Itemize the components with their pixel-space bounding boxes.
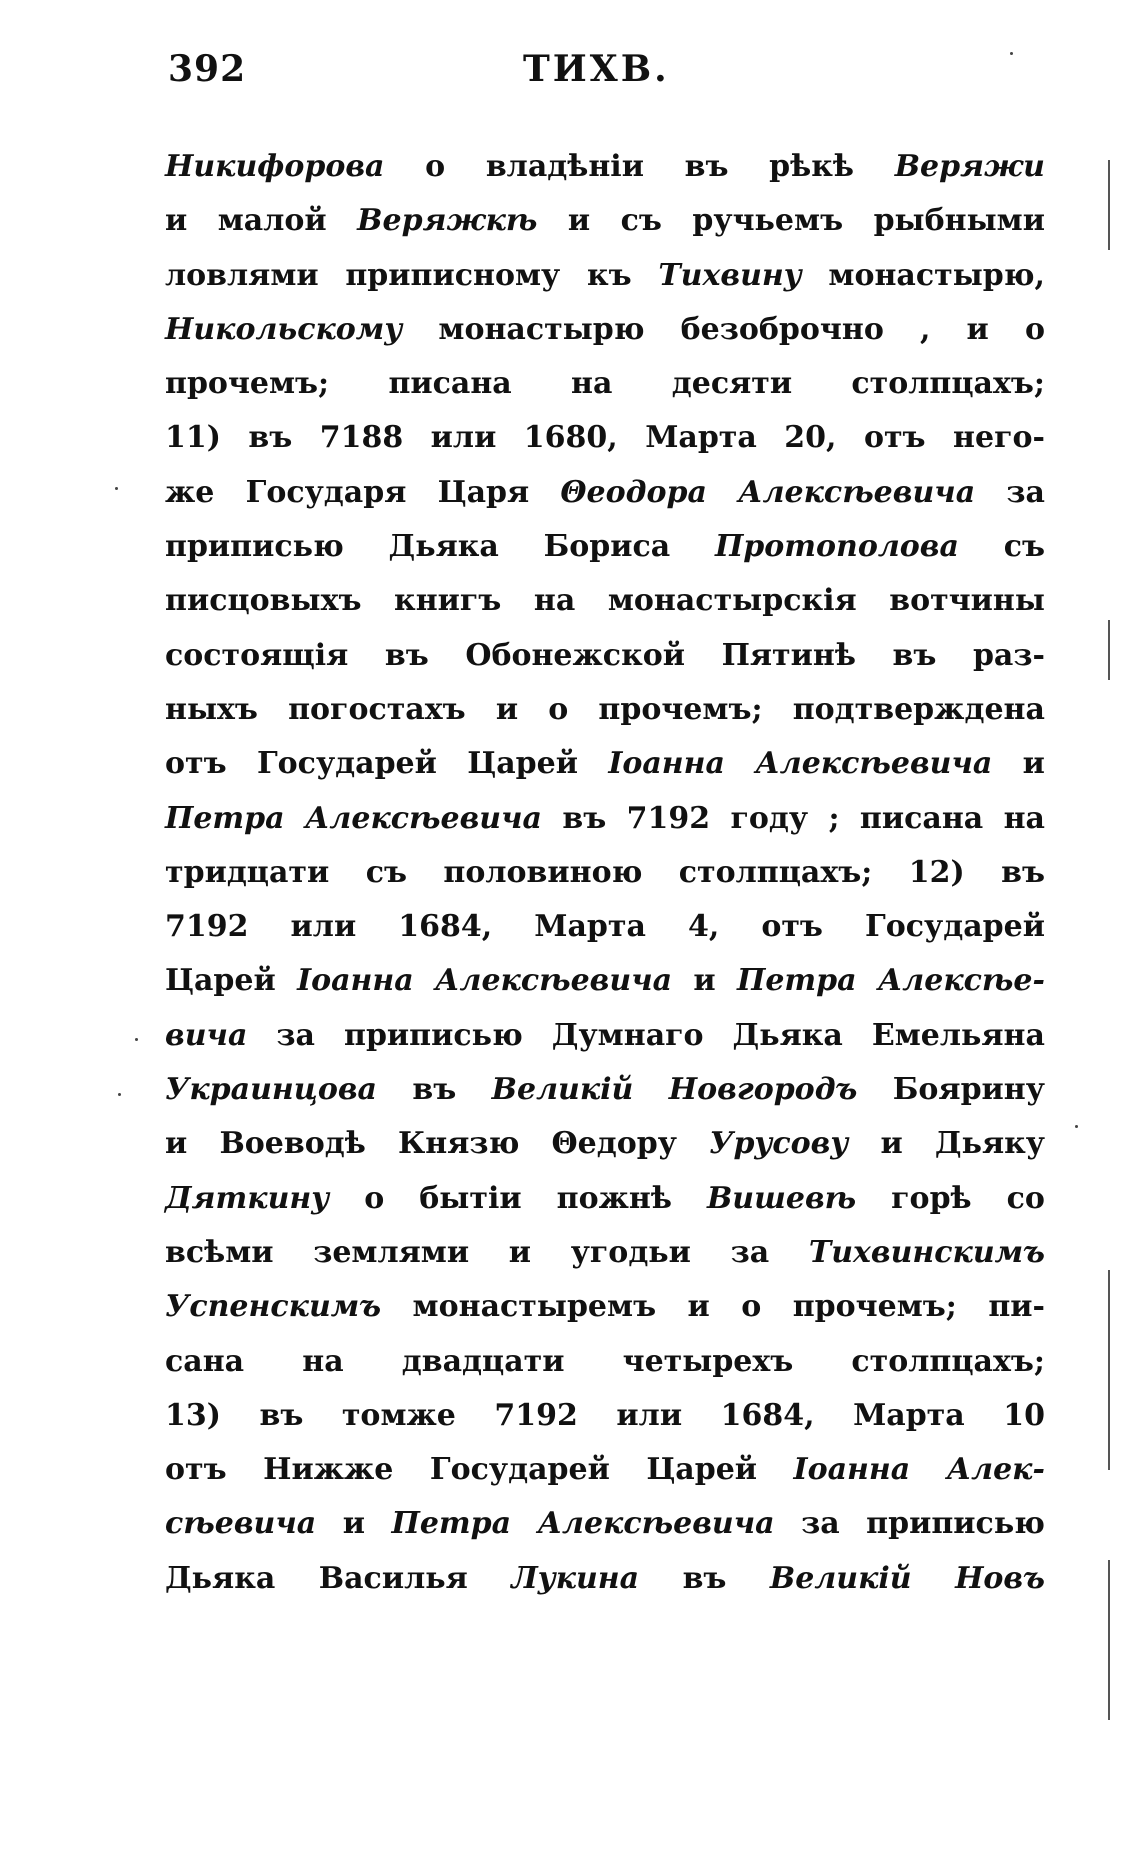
- text-line: [165, 574, 1045, 628]
- word: малой: [217, 203, 327, 239]
- print-speck: [118, 1093, 121, 1096]
- word: отъ: [165, 746, 227, 782]
- text-line: [165, 629, 1045, 683]
- word: рѣкѣ: [769, 149, 855, 184]
- word: отъ: [165, 1452, 227, 1488]
- word: въ: [682, 1560, 727, 1596]
- word: и: [687, 1289, 710, 1325]
- italic-word: Іоанна: [297, 963, 414, 999]
- italic-word: Θеодора: [560, 474, 707, 510]
- word: Царя: [437, 474, 530, 510]
- word: отъ: [863, 420, 926, 456]
- word: Государя: [245, 474, 407, 510]
- print-speck: [115, 487, 118, 490]
- word: безоброчно: [680, 311, 884, 347]
- italic-word: Алексѣевича: [304, 800, 542, 836]
- word: о: [425, 149, 446, 184]
- page-header: [168, 48, 1038, 98]
- word: 7188: [319, 420, 404, 456]
- word: въ: [684, 149, 729, 184]
- italic-word: Вишевѣ: [706, 1180, 857, 1216]
- word: и: [508, 1234, 532, 1270]
- word: погостахъ: [288, 691, 466, 727]
- text-line: [165, 846, 1045, 900]
- italic-word: Алексѣе-: [877, 963, 1045, 999]
- word: съ: [1003, 529, 1045, 565]
- word: съ: [365, 854, 407, 890]
- italic-word: Протополова: [714, 529, 959, 565]
- italic-word: Урусову: [709, 1126, 849, 1162]
- word: Государей: [429, 1452, 610, 1488]
- italic-word: Веряжкѣ: [357, 203, 538, 239]
- word: столпцахъ;: [851, 366, 1045, 402]
- italic-word: Тихвинскимъ: [808, 1234, 1045, 1270]
- word: и: [567, 203, 591, 239]
- word: Пятинѣ: [721, 637, 856, 673]
- word: на: [1003, 800, 1045, 836]
- text-line: [165, 1443, 1045, 1497]
- text-line: [165, 1117, 1045, 1171]
- word: пи-: [988, 1289, 1045, 1325]
- word: горѣ: [891, 1180, 972, 1216]
- text-line: [165, 1497, 1045, 1551]
- italic-word: Веряжи: [894, 149, 1045, 184]
- page-number: 392: [168, 48, 247, 90]
- word: въ: [892, 637, 937, 673]
- word: пожнѣ: [556, 1180, 672, 1216]
- word: 1684,: [720, 1397, 815, 1433]
- word: со: [1006, 1180, 1045, 1216]
- text-line: [165, 249, 1045, 303]
- word: Нижже: [263, 1452, 394, 1488]
- word: въ: [384, 637, 429, 673]
- word: Θедору: [551, 1126, 677, 1162]
- word: и: [342, 1506, 365, 1542]
- word: сана: [165, 1343, 245, 1379]
- word: 1684,: [398, 909, 493, 945]
- word: къ: [586, 257, 632, 293]
- italic-word: Успенскимъ: [165, 1289, 382, 1325]
- word: 7192: [494, 1397, 578, 1433]
- word: раз-: [972, 637, 1045, 673]
- word: 7192: [626, 800, 711, 836]
- italic-word: Новгородъ: [668, 1072, 858, 1108]
- word: Государей: [256, 746, 437, 782]
- word: 4,: [687, 909, 720, 945]
- word: и: [1022, 746, 1045, 782]
- word: въ: [562, 800, 607, 836]
- word: на: [302, 1343, 344, 1379]
- word: землями: [313, 1234, 470, 1270]
- italic-word: Алексѣевича: [435, 963, 673, 999]
- word: монастырю,: [828, 257, 1045, 293]
- word: четырехъ: [622, 1343, 794, 1379]
- word: Дьяка: [388, 529, 499, 565]
- italic-word: Іоанна: [608, 746, 725, 782]
- word: о: [741, 1289, 762, 1325]
- word: въ: [248, 420, 293, 456]
- word: прочемъ;: [598, 691, 763, 727]
- word: приписью: [344, 1017, 523, 1053]
- print-speck: [1075, 1125, 1078, 1128]
- text-line: [165, 1389, 1045, 1443]
- text-line: [165, 303, 1045, 357]
- italic-word: Великій: [769, 1560, 912, 1596]
- word: прочемъ;: [165, 366, 330, 402]
- word: 7192: [165, 909, 249, 945]
- word: Марта: [645, 420, 757, 456]
- running-head: ТИХВ.: [523, 48, 670, 90]
- text-line: [165, 411, 1045, 465]
- margin-rule: [1108, 1560, 1110, 1720]
- word: на: [571, 366, 613, 402]
- italic-word: Алек-: [946, 1452, 1045, 1488]
- word: въ: [1001, 854, 1045, 890]
- word: вотчины: [889, 583, 1045, 619]
- text-line: [165, 1280, 1045, 1334]
- word: Царей: [467, 746, 578, 782]
- word: приписью: [165, 529, 344, 565]
- word: за: [276, 1017, 315, 1053]
- text-line: [165, 520, 1045, 574]
- text-line: [165, 1552, 1045, 1606]
- italic-word: Новъ: [955, 1560, 1045, 1596]
- italic-word: вича: [165, 1017, 248, 1053]
- text-line: [165, 900, 1045, 954]
- italic-word: Великій: [491, 1072, 634, 1108]
- word: 10: [1003, 1397, 1045, 1433]
- word: прочемъ;: [792, 1289, 957, 1325]
- italic-word: Лукина: [511, 1560, 640, 1596]
- word: съ: [620, 203, 662, 239]
- italic-word: Алексѣевича: [738, 474, 976, 510]
- word: писана: [388, 366, 512, 402]
- italic-word: Петра: [165, 800, 285, 836]
- margin-rule: [1108, 1270, 1110, 1470]
- word: Бориса: [543, 529, 671, 565]
- word: приписному: [345, 257, 561, 293]
- italic-word: Алексѣевича: [537, 1506, 775, 1542]
- word: на: [533, 583, 576, 619]
- word: 13): [165, 1397, 221, 1433]
- italic-word: сѣевича: [165, 1506, 317, 1542]
- word: или: [290, 909, 357, 945]
- word: столпцахъ;: [678, 854, 873, 890]
- word: Емельяна: [871, 1017, 1045, 1053]
- text-line: [165, 140, 1045, 194]
- word: о: [548, 691, 569, 727]
- word: и: [880, 1126, 903, 1162]
- word: и: [495, 691, 519, 727]
- word: 1680,: [523, 420, 618, 456]
- word: половиною: [443, 854, 643, 890]
- word: бытіи: [419, 1180, 522, 1216]
- word: Дьяка: [165, 1560, 276, 1596]
- word: отъ: [761, 909, 823, 945]
- word: Царей: [646, 1452, 758, 1488]
- text-line: [165, 357, 1045, 411]
- word: и: [165, 203, 188, 239]
- word: десяти: [671, 366, 793, 402]
- word: 11): [165, 420, 221, 456]
- word: столпцахъ;: [851, 1343, 1045, 1379]
- word: всѣми: [165, 1234, 274, 1270]
- word: двадцати: [401, 1343, 565, 1379]
- word: Думнаго: [551, 1017, 704, 1053]
- word: ныхъ: [165, 691, 258, 727]
- body-text: [165, 140, 1045, 1606]
- text-line: [165, 1226, 1045, 1280]
- italic-word: Дяткину: [165, 1180, 330, 1216]
- text-line: [165, 737, 1045, 791]
- word: Князю: [398, 1126, 520, 1162]
- word: Воеводѣ: [219, 1126, 366, 1162]
- word: 12): [908, 854, 965, 890]
- text-line: [165, 1172, 1045, 1226]
- print-speck: [1010, 52, 1013, 55]
- text-line: [165, 792, 1045, 846]
- word: рыбными: [873, 203, 1045, 239]
- text-line: [165, 954, 1045, 1008]
- word: Обонежской: [465, 637, 685, 673]
- word: Боярину: [892, 1072, 1045, 1108]
- word: и: [966, 311, 989, 347]
- word: за: [730, 1234, 770, 1270]
- word: Дьяка: [732, 1017, 843, 1053]
- word: писцовыхъ: [165, 583, 362, 619]
- word: году: [730, 800, 809, 836]
- word: томже: [341, 1397, 456, 1433]
- word: владѣніи: [485, 149, 644, 184]
- italic-word: Петра: [736, 963, 857, 999]
- word: приписью: [866, 1506, 1045, 1542]
- word: подтверждена: [792, 691, 1045, 727]
- text-line: [165, 1335, 1045, 1389]
- italic-word: Украинцова: [165, 1072, 377, 1108]
- text-line: [165, 194, 1045, 248]
- word: 20,: [784, 420, 837, 456]
- italic-word: Іоанна: [793, 1452, 911, 1488]
- word: за: [801, 1506, 840, 1542]
- word: писана: [859, 800, 984, 836]
- word: Марта: [534, 909, 646, 945]
- word: ,: [919, 311, 931, 347]
- word: него-: [953, 420, 1045, 456]
- word: ;: [828, 800, 840, 836]
- italic-word: Петра: [391, 1506, 512, 1542]
- word: или: [616, 1397, 683, 1433]
- word: въ: [412, 1072, 457, 1108]
- text-line: [165, 466, 1045, 520]
- word: ловлями: [165, 257, 319, 293]
- text-line: [165, 1009, 1045, 1063]
- word: Марта: [853, 1397, 965, 1433]
- word: о: [1024, 311, 1045, 347]
- word: и: [165, 1126, 188, 1162]
- italic-word: Алексѣевича: [755, 746, 993, 782]
- word: тридцати: [165, 854, 330, 890]
- word: въ: [259, 1397, 304, 1433]
- word: за: [1006, 474, 1045, 510]
- word: о: [364, 1180, 385, 1216]
- word: или: [430, 420, 497, 456]
- text-line: [165, 683, 1045, 737]
- word: Дьяку: [934, 1126, 1045, 1162]
- word: книгъ: [394, 583, 502, 619]
- word: состоящія: [165, 637, 349, 673]
- word: монастырскія: [607, 583, 857, 619]
- margin-rule: [1108, 160, 1110, 250]
- word: угодьи: [570, 1234, 691, 1270]
- word: и: [693, 963, 716, 999]
- word: Василья: [318, 1560, 468, 1596]
- word: же: [165, 474, 215, 510]
- word: Царей: [165, 963, 276, 999]
- print-speck: [135, 1038, 138, 1041]
- italic-word: Никольскому: [165, 311, 403, 347]
- italic-word: Никифорова: [165, 149, 385, 184]
- text-line: [165, 1063, 1045, 1117]
- word: ручьемъ: [692, 203, 844, 239]
- word: монастыремъ: [412, 1289, 657, 1325]
- margin-rule: [1108, 620, 1110, 680]
- italic-word: Тихвину: [658, 257, 802, 293]
- word: Государей: [865, 909, 1045, 945]
- word: монастырю: [438, 311, 645, 347]
